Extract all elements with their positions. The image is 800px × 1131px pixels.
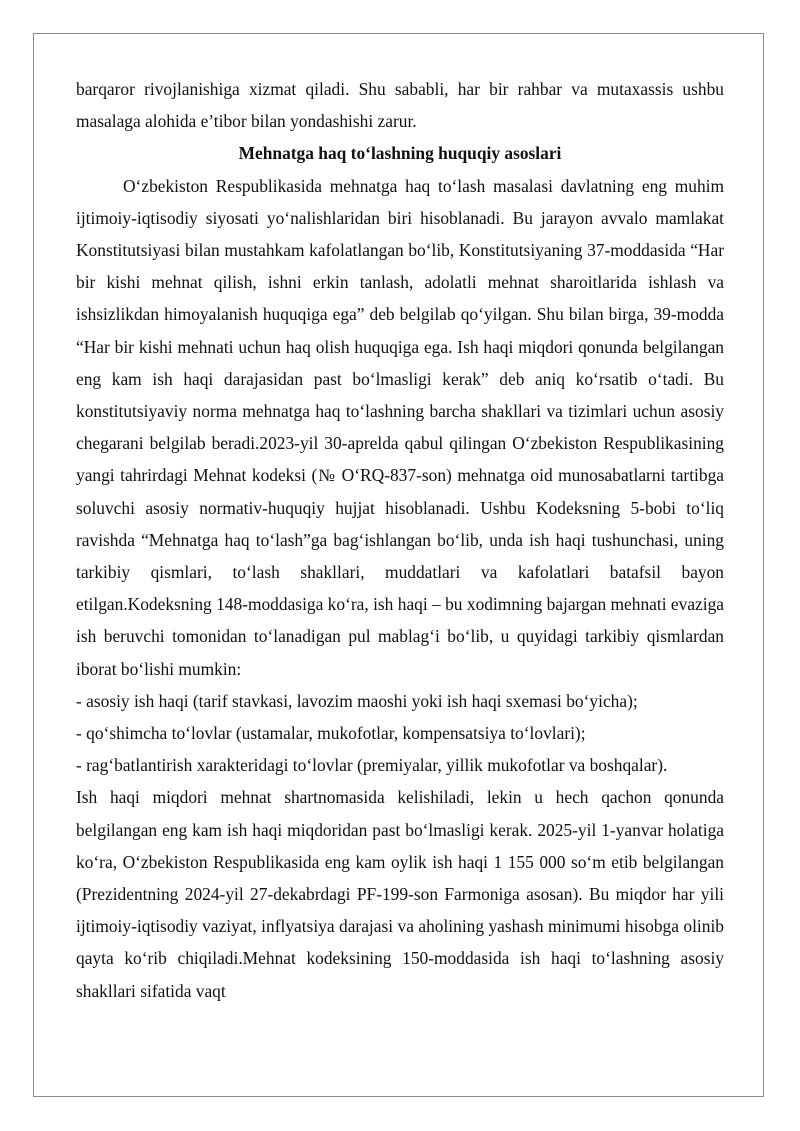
section-heading: Mehnatga haq to‘lashning huquqiy asoslari [238, 143, 562, 164]
document-body [76, 73, 724, 1007]
intro-paragraph: barqaror rivojlanishiga xizmat qiladi. Shu sababli, har bir rahbar va mutaxassis ushbu masalaga alohida e’tibor bilan yondashishi zarur. [76, 79, 724, 132]
final-paragraph: Ish haqi miqdori mehnat shartnomasida kelishiladi, lekin u hech qachon qonunda belgilangan eng kam ish haqi miqdoridan past bo‘lmasligi kerak. 2025-yil 1-yanvar holatiga ko‘ra, O‘zbekiston Respublikasida eng kam oylik ish haqi 1 155 000 so‘m etib belgilangan (Prezidentning 2024-yil 27-dekabrdagi PF-199-son Farmoniga asosan). Bu miqdor har yili ijtimoiy-iqtisodiy vaziyat, inflyatsiya darajasi va aholining yashash minimumi hisobga olinib qayta ko‘rib chiqiladi.Mehnat kodeksining 150-moddasida ish haqi to‘lashning asosiy shakllari sifatida vaqt [76, 787, 724, 1001]
list-item: - qo‘shimcha to‘lovlar (ustamalar, mukofotlar, kompensatsiya to‘lovlari); [76, 723, 586, 744]
list-item: - rag‘batlantirish xarakteridagi to‘lovlar (premiyalar, yillik mukofotlar va boshqalar). [76, 755, 668, 776]
main-paragraph: O‘zbekiston Respublikasida mehnatga haq to‘lash masalasi davlatning eng muhim ijtimoiy-iqtisodiy siyosati yo‘nalishlaridan biri hisoblanadi. Bu jarayon avvalo mamlakat Konstitutsiyasi bilan mustahkam kafolatlangan bo‘lib, Konstitutsiyaning 37-moddasida “Har bir kishi mehnat qilish, ishni erkin tanlash, adolatli mehnat sharoitlarida ishlash va ishsizlikdan himoyalanish huquqiga ega” deb belgilab qo‘yilgan. Shu bilan birga, 39-modda “Har bir kishi mehnati uchun haq olish huquqiga ega. Ish haqi miqdori qonunda belgilangan eng kam ish haqi darajasidan past bo‘lmasligi kerak” deb aniq ko‘rsatib o‘tadi. Bu konstitutsiyaviy norma mehnatga haq to‘lashning barcha shakllari va tizimlari uchun asosiy chegarani belgilab beradi.2023-yil 30-aprelda qabul qilingan O‘zbekiston Respublikasining yangi tahrirdagi Mehnat kodeksi (№ O‘RQ-837-son) mehnatga oid munosabatlarni tartibga soluvchi asosiy normativ-huquqiy hujjat hisoblanadi. Ushbu Kodeksning 5-bobi to‘liq ravishda “Mehnatga haq to‘lash”ga bag‘ishlangan bo‘lib, unda ish haqi tushunchasi, uning tarkibiy qismlari, to‘lash shakllari, muddatlari va kafolatlari batafsil bayon etilgan.Kodeksning 148-moddasiga ko‘ra, ish haqi – bu xodimning bajargan mehnati evaziga ish beruvchi tomonidan to‘lanadigan pul mablag‘i bo‘lib, u quyidagi tarkibiy qismlardan iborat bo‘lishi mumkin: [76, 175, 724, 679]
list-item: - asosiy ish haqi (tarif stavkasi, lavozim maoshi yoki ish haqi sxemasi bo‘yicha); [76, 690, 638, 711]
